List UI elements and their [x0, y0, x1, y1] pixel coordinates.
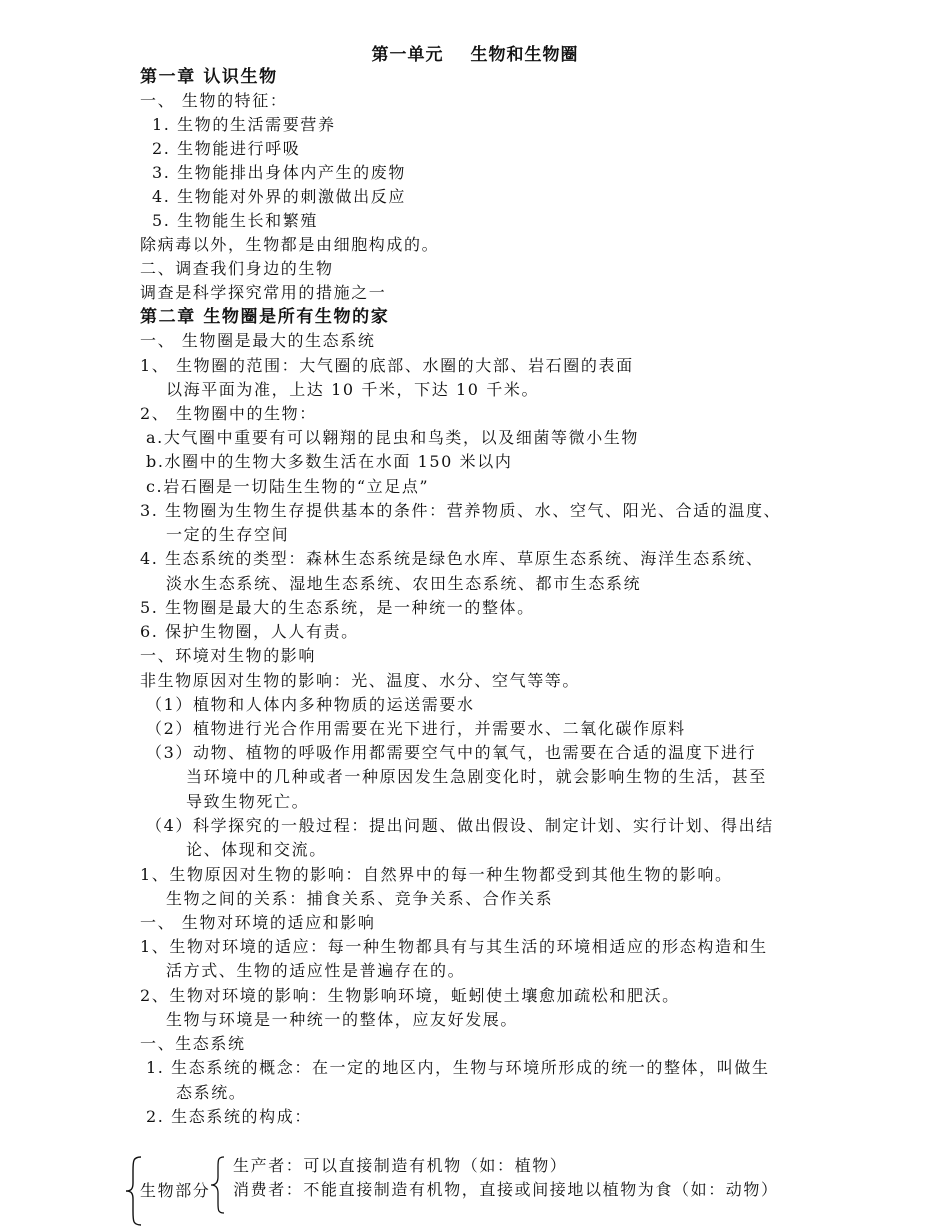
text-line: 3. 生物能排出身体内产生的废物: [152, 163, 406, 182]
text-line: 3. 生物圈为生物生存提供基本的条件：营养物质、水、空气、阳光、合适的温度、: [140, 501, 782, 520]
text-line: 一、生态系统: [140, 1034, 246, 1053]
text-line: （3）动物、植物的呼吸作用都需要空气中的氧气，也需要在合适的温度下进行: [146, 743, 757, 762]
text-line: 5. 生物能生长和繁殖: [152, 211, 318, 230]
text-line: 二、调查我们身边的生物: [140, 259, 334, 278]
organism-part-label: 生物部分: [140, 1181, 211, 1200]
text-line: 以海平面为准，上达 10 千米，下达 10 千米。: [166, 380, 540, 399]
text-line: （2）植物进行光合作用需要在光下进行，并需要水、二氧化碳作原料: [146, 719, 686, 738]
text-line: 1、生物原因对生物的影响：自然界中的每一种生物都受到其他生物的影响。: [140, 865, 733, 884]
text-line: 一、 生物的特征：: [140, 91, 288, 110]
text-line: 6. 保护生物圈，人人有责。: [140, 622, 359, 641]
inner-brace-icon: [208, 1155, 228, 1215]
text-line: 4. 生物能对外界的刺激做出反应: [152, 187, 406, 206]
chapter-heading: 第二章 生物圈是所有生物的家: [140, 307, 390, 327]
text-line: 当环境中的几种或者一种原因发生急剧变化时，就会影响生物的生活，甚至: [186, 767, 767, 786]
text-line: a.大气圈中重要有可以翱翔的昆虫和鸟类，以及细菌等微小生物: [146, 428, 640, 447]
text-line: 调查是科学探究常用的措施之一: [140, 283, 387, 302]
text-line: 1、 生物圈的范围：大气圈的底部、水圈的大部、岩石圈的表面: [140, 356, 634, 375]
text-line: 一、环境对生物的影响: [140, 646, 317, 665]
text-line: 2. 生态系统的构成：: [146, 1107, 312, 1126]
text-line: （1）植物和人体内多种物质的运送需要水: [146, 695, 475, 714]
text-line: 5. 生物圈是最大的生态系统，是一种统一的整体。: [140, 598, 535, 617]
text-line: 除病毒以外，生物都是由细胞构成的。: [140, 235, 440, 254]
text-line: 导致生物死亡。: [186, 792, 310, 811]
text-line: 1. 生物的生活需要营养: [152, 115, 336, 134]
unit-subject: 生物和生物圈: [470, 45, 579, 65]
text-line: 淡水生态系统、湿地生态系统、农田生态系统、都市生态系统: [166, 574, 642, 593]
text-line: 2. 生物能进行呼吸: [152, 139, 301, 158]
page-title: [0, 40, 950, 65]
unit-label: 第一单元: [371, 45, 444, 65]
text-line: 生物之间的关系：捕食关系、竞争关系、合作关系: [166, 889, 554, 908]
text-line: 2、 生物圈中的生物：: [140, 404, 317, 423]
text-line: （4）科学探究的一般过程：提出问题、做出假设、制定计划、实行计划、得出结: [146, 816, 774, 835]
text-line: c.岩石圈是一切陆生生物的“立足点”: [146, 477, 430, 496]
text-line: 生物与环境是一种统一的整体，应友好发展。: [166, 1010, 519, 1029]
text-line: 态系统。: [176, 1083, 247, 1102]
text-line: 1、生物对环境的适应：每一种生物都具有与其生活的环境相适应的形态构造和生: [140, 937, 768, 956]
text-line: 一定的生存空间: [166, 525, 290, 544]
consumer-line: 消费者：不能直接制造有机物，直接或间接地以植物为食（如：动物）: [233, 1180, 779, 1199]
text-line: 非生物原因对生物的影响：光、温度、水分、空气等等。: [140, 671, 581, 690]
text-line: 一、 生物对环境的适应和影响: [140, 913, 376, 932]
text-line: 4. 生态系统的类型：森林生态系统是绿色水库、草原生态系统、海洋生态系统、: [140, 549, 764, 568]
text-line: 1. 生态系统的概念：在一定的地区内，生物与环境所形成的统一的整体，叫做生: [146, 1058, 770, 1077]
producer-line: 生产者：可以直接制造有机物（如：植物）: [233, 1156, 568, 1175]
text-line: b.水圈中的生物大多数生活在水面 150 米以内: [146, 452, 513, 471]
text-line: 一、 生物圈是最大的生态系统: [140, 331, 376, 350]
text-line: 活方式、生物的适应性是普遍存在的。: [166, 961, 466, 980]
text-line: 论、体现和交流。: [186, 840, 327, 859]
chapter-heading: 第一章 认识生物: [140, 67, 278, 87]
text-line: 2、生物对环境的影响：生物影响环境，蚯蚓使土壤愈加疏松和肥沃。: [140, 986, 680, 1005]
